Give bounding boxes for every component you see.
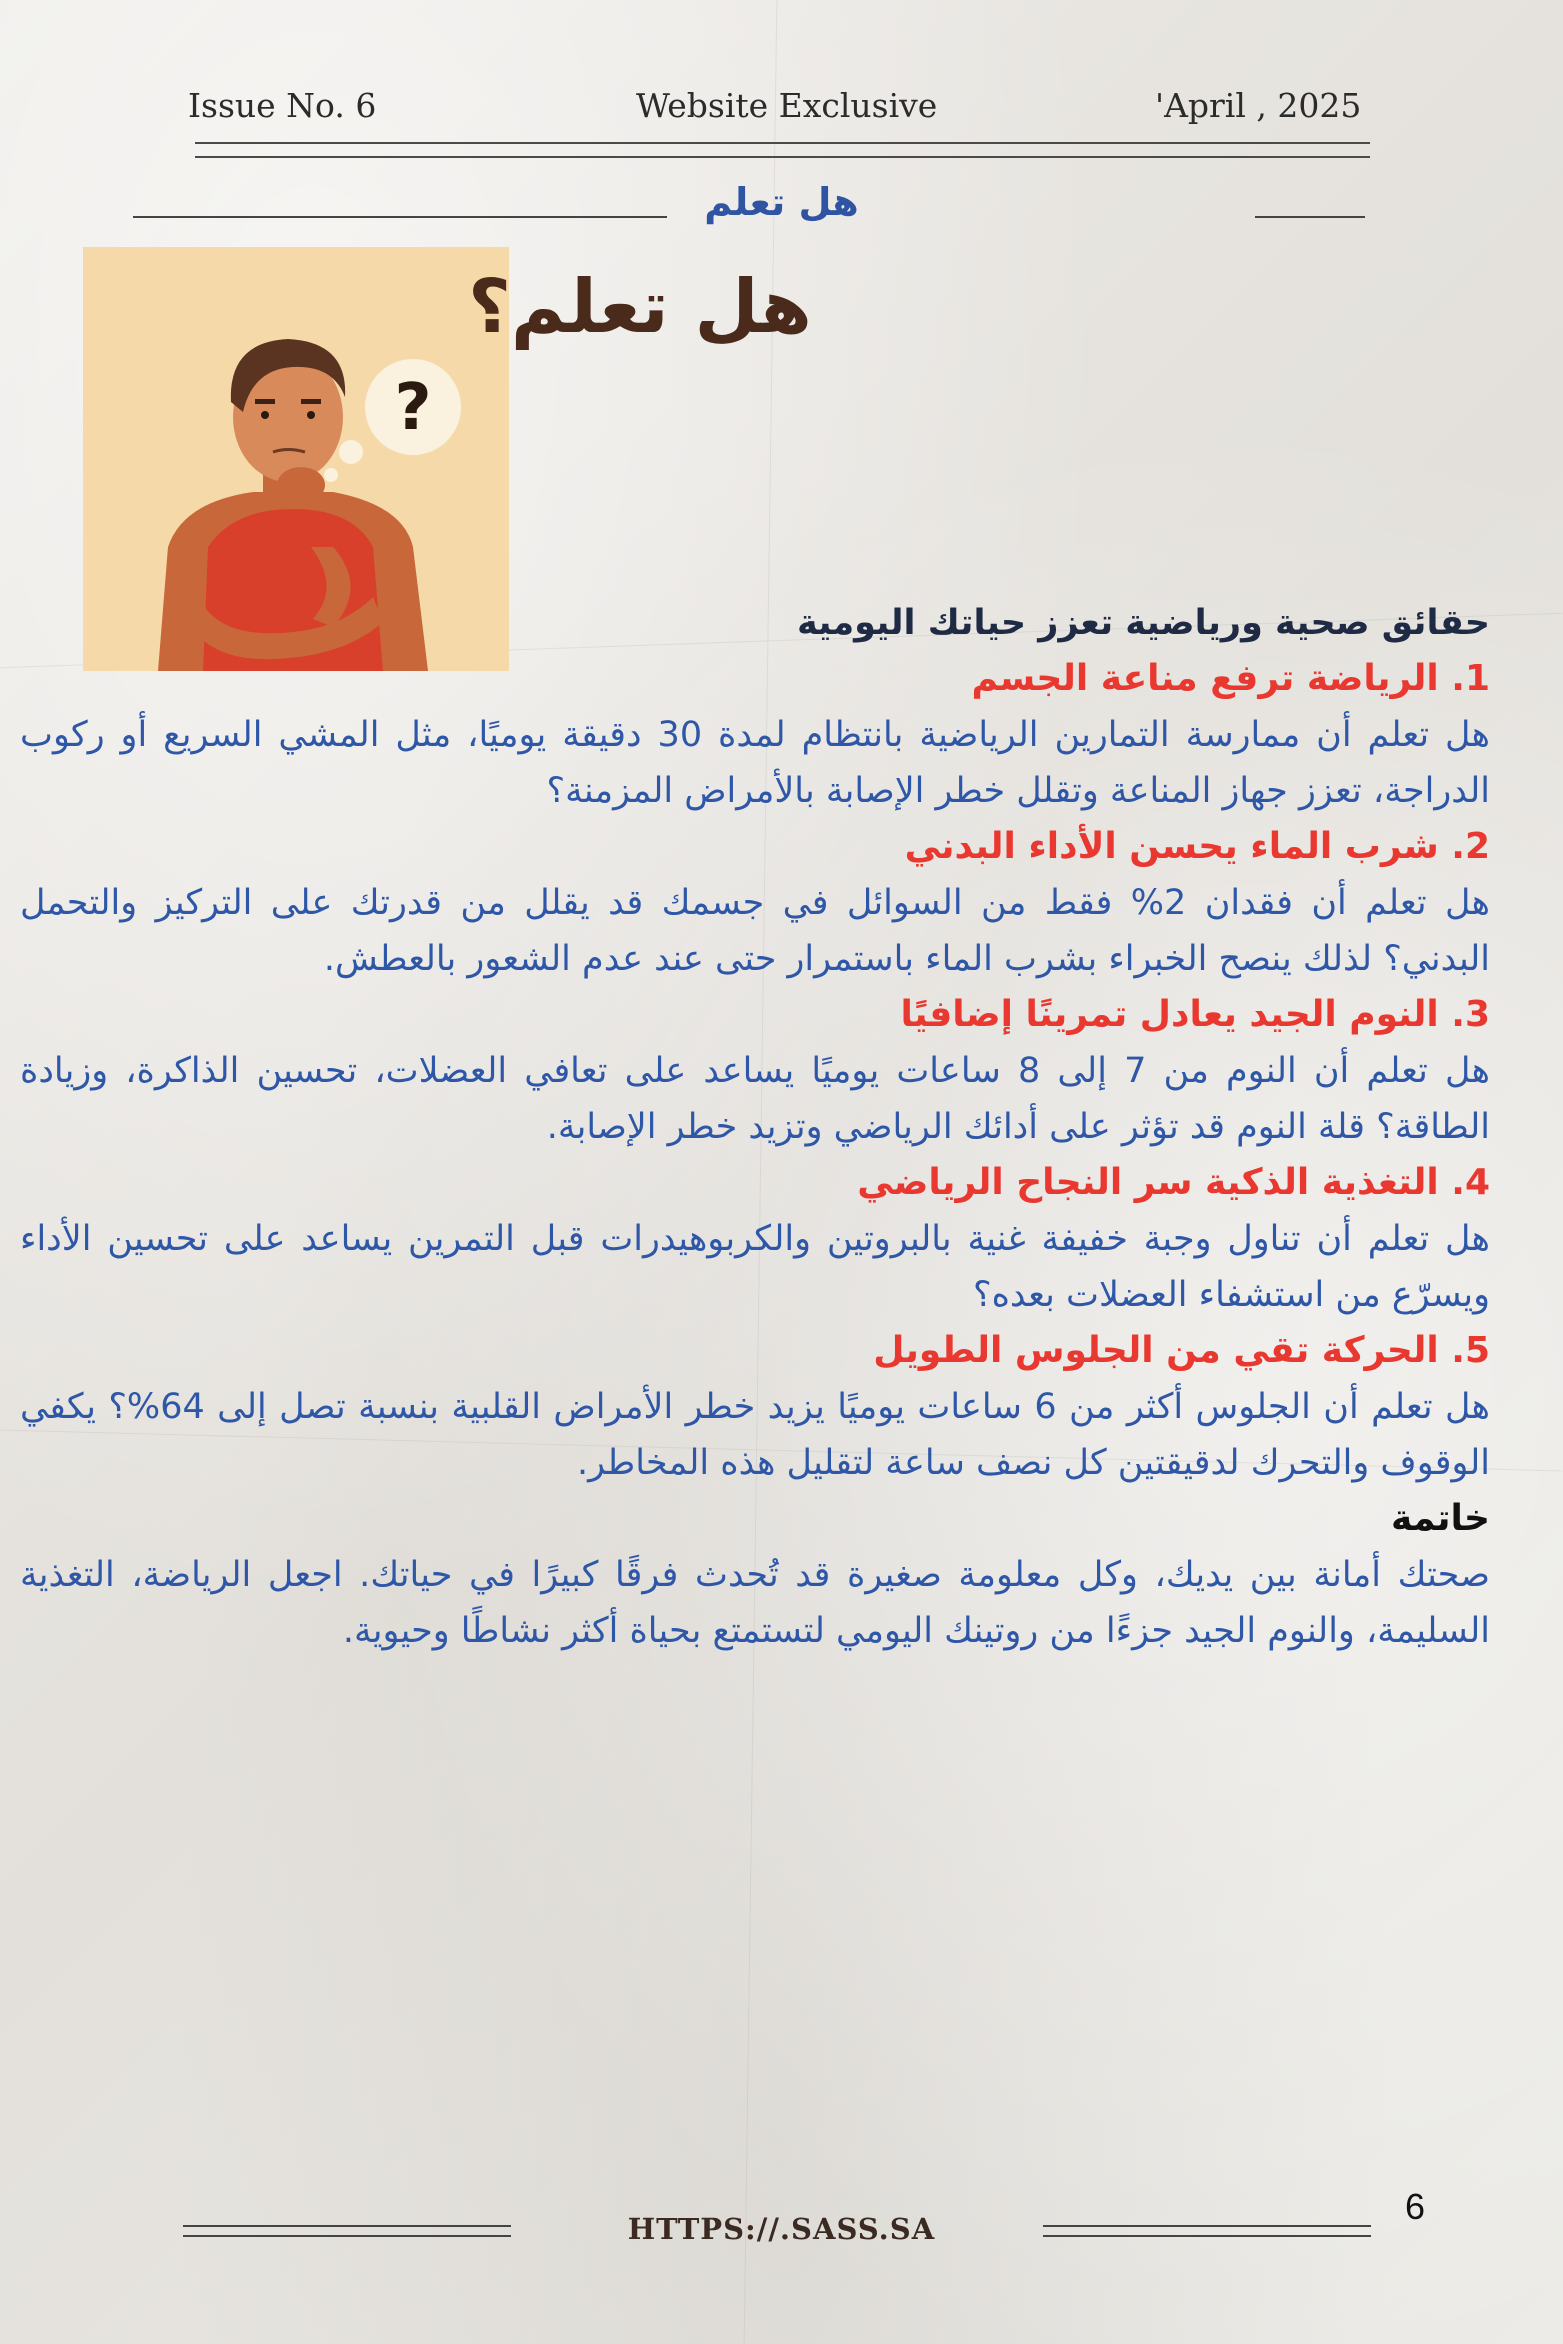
- fact-title-5: 5. الحركة تقي من الجلوس الطويل: [873, 1330, 1490, 1371]
- fact-title-3: 3. النوم الجيد يعادل تمرينًا إضافيًا: [900, 994, 1490, 1035]
- article-intro-title: حقائق صحية ورياضية تعزز حياتك اليومية: [796, 603, 1490, 643]
- edition-label: Website Exclusive: [636, 86, 938, 125]
- conclusion-body: صحتك أمانة بين يديك، وكل معلومة صغيرة قد تُحدث فرقًا كبيرًا في حياتك. اجعل الرياضة، التغذية السليمة، والنوم الجيد جزءًا من روتينك اليومي لتستمتع بحياة أكثر نشاطًا وحيوية.: [20, 1555, 1490, 1651]
- fact-title-2: 2. شرب الماء يحسن الأداء البدني: [904, 826, 1490, 867]
- article: [20, 595, 1490, 1659]
- fact-title-4: 4. التغذية الذكية سر النجاح الرياضي: [857, 1162, 1490, 1203]
- issue-number: Issue No. 6: [188, 86, 377, 125]
- fact-body-1: هل تعلم أن ممارسة التمارين الرياضية بانتظام لمدة 30 دقيقة يوميًا، مثل المشي السريع أو ركوب الدراجة، تعزز جهاز المناعة وتقلل خطر الإصابة بالأمراض المزمنة؟: [20, 715, 1490, 811]
- fact-body-2: هل تعلم أن فقدان 2% فقط من السوائل في جسمك قد يقلل من قدرتك على التركيز والتحمل البدني؟ لذلك ينصح الخبراء بشرب الماء باستمرار حتى عند عدم الشعور بالعطش.: [20, 883, 1490, 979]
- fact-title-1: 1. الرياضة ترفع مناعة الجسم: [971, 658, 1490, 699]
- conclusion-title: خاتمة: [1391, 1498, 1490, 1539]
- header-rule-bottom: [195, 156, 1370, 158]
- website-link[interactable]: HTTPS://.SASS.SA: [627, 2212, 936, 2246]
- question-mark: ?: [394, 371, 432, 445]
- page-number: 6: [1405, 2186, 1426, 2227]
- issue-date: 'April , 2025: [1155, 86, 1362, 125]
- fact-body-5: هل تعلم أن الجلوس أكثر من 6 ساعات يوميًا يزيد خطر الأمراض القلبية بنسبة تصل إلى 64%؟ يكفي الوقوف والتحرك لدقيقتين كل نصف ساعة لتقليل هذه المخاطر.: [20, 1387, 1490, 1483]
- section-title: هل تعلم: [704, 180, 859, 224]
- fact-body-4: هل تعلم أن تناول وجبة خفيفة غنية بالبروتين والكربوهيدرات قبل التمرين يساعد على تحسين الأداء ويسرّع من استشفاء العضلات بعده؟: [20, 1219, 1490, 1315]
- fact-body-3: هل تعلم أن النوم من 7 إلى 8 ساعات يوميًا يساعد على تعافي العضلات، تحسين الذاكرة، وزيادة الطاقة؟ قلة النوم قد تؤثر على أدائك الرياضي وتزيد خطر الإصابة.: [20, 1051, 1490, 1147]
- header-rule-top: [195, 142, 1370, 144]
- illustration-caption: هل تعلم؟: [468, 264, 812, 350]
